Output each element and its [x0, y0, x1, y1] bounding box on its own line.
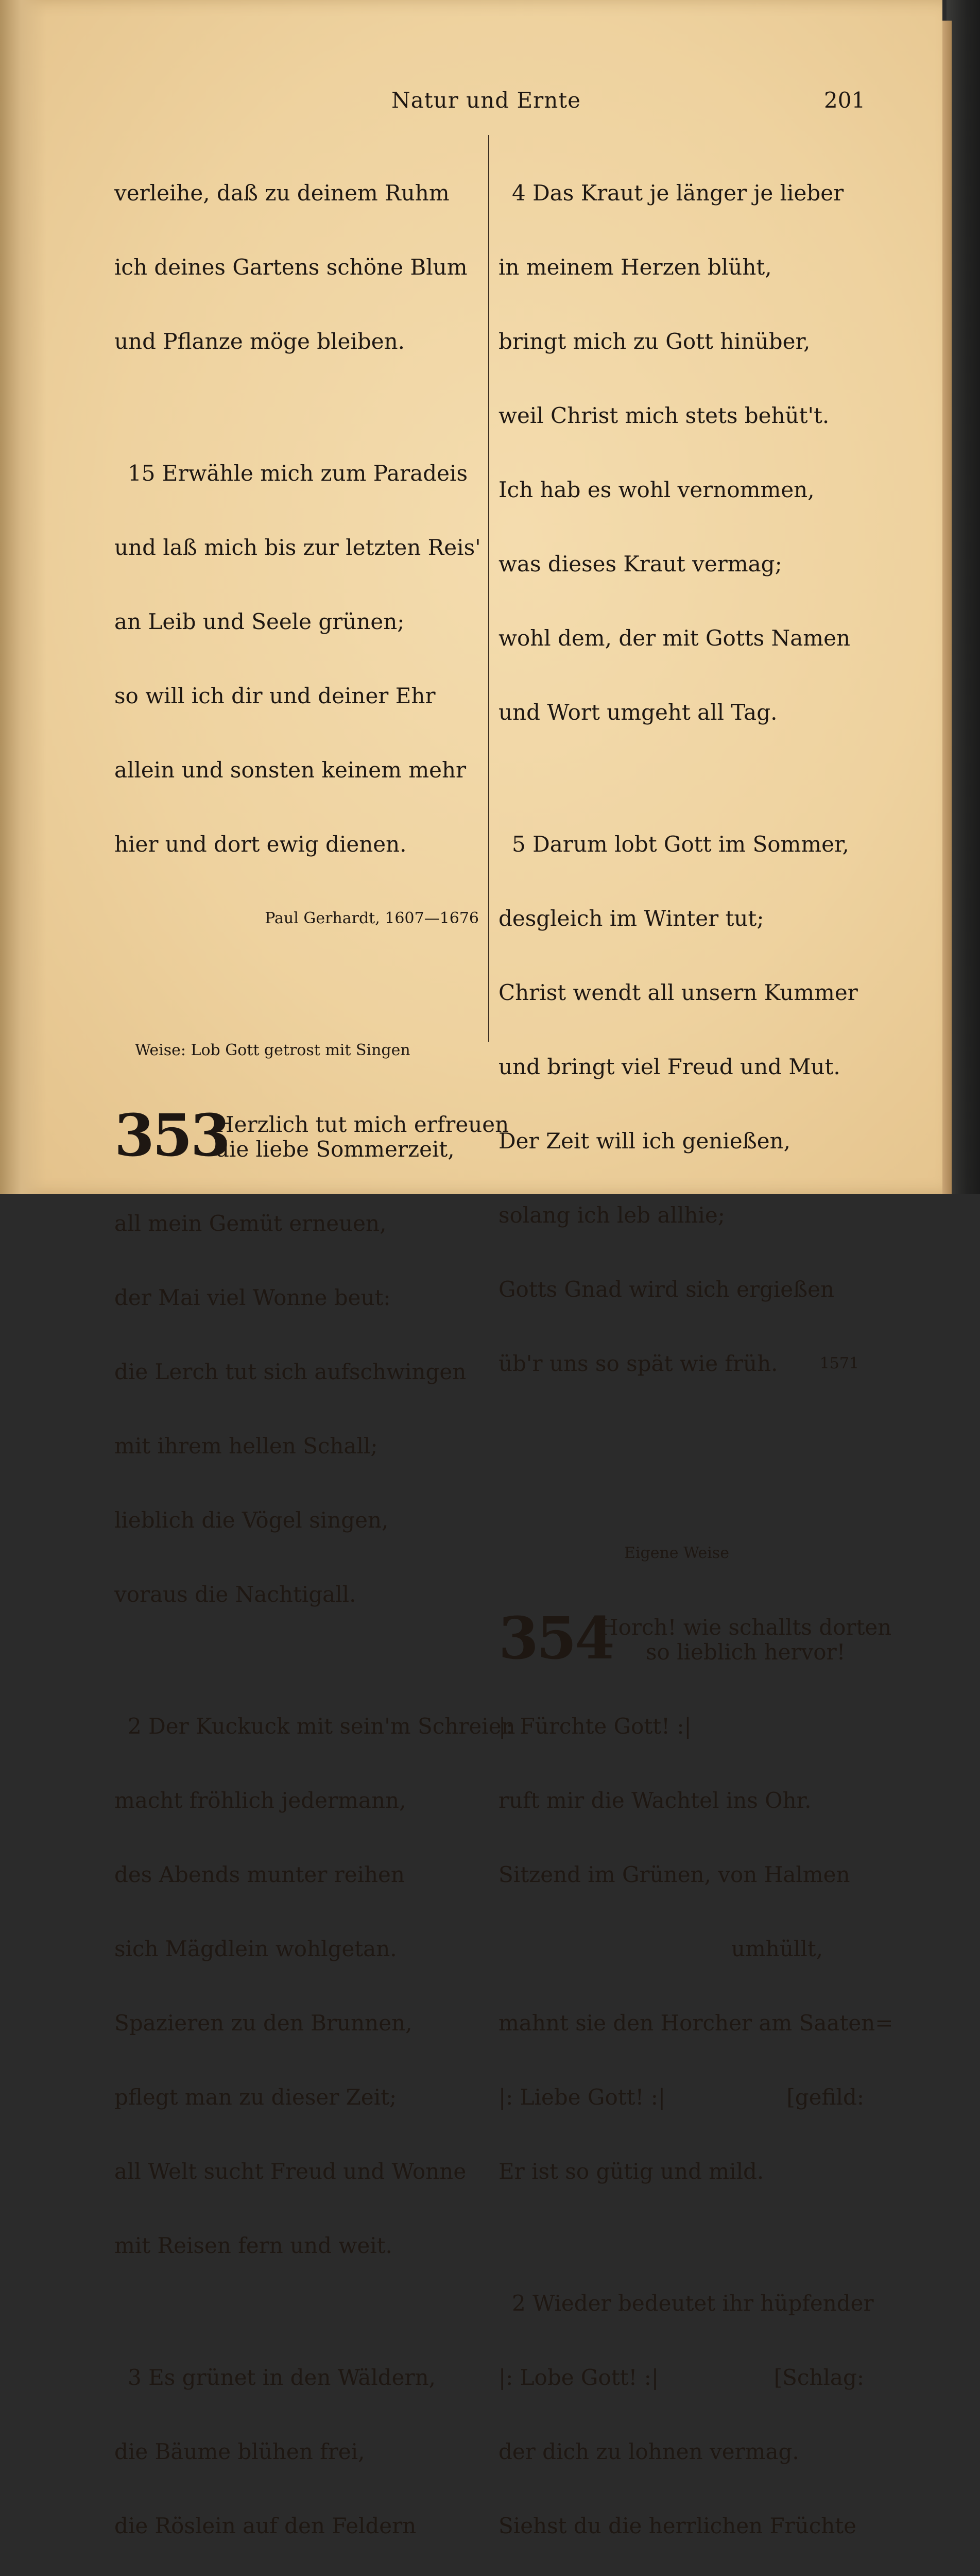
verse-line: und laß mich bis zur letzten Reis' — [114, 535, 481, 560]
verse-line: bringt mich zu Gott hinüber, — [498, 329, 811, 354]
verse-line: solang ich leb allhie; — [498, 1202, 725, 1228]
year-label: 1571 — [819, 1354, 859, 1372]
verse-line: Herzlich tut mich erfreuen — [215, 1112, 509, 1137]
verse-line: umhüllt, — [731, 1936, 823, 1961]
right-column — [498, 131, 893, 2576]
verse-line: voraus die Nachtigall. — [114, 1582, 356, 1607]
hymn-header — [114, 1102, 509, 1170]
column-divider — [488, 135, 489, 1042]
verse-line: und bringt viel Freud und Mut. — [498, 1054, 840, 1079]
tune-label: Eigene Weise — [624, 1544, 729, 1562]
verse-line: weil Christ mich stets behüt't. — [498, 403, 830, 428]
verse-line: die liebe Sommerzeit, — [215, 1137, 455, 1162]
verse-line: Spazieren zu den Brunnen, — [114, 2010, 412, 2036]
verse-line: verleihe, daß zu deinem Ruhm — [114, 180, 450, 206]
verse-line: der dich zu lohnen vermag. — [498, 2439, 799, 2464]
hymn-header — [498, 1605, 892, 1672]
tune-label: Weise: Lob Gott getrost mit Singen — [135, 1041, 410, 1059]
verse-line: |: Lobe Gott! :| — [498, 2365, 659, 2390]
verse-line: mit ihrem hellen Schall; — [114, 1433, 378, 1459]
verse-line: Sitzend im Grünen, von Halmen — [498, 1862, 850, 1887]
verse-line: allein und sonsten keinem mehr — [114, 757, 467, 783]
verse-line: 2 Der Kuckuck mit sein'm Schreien — [128, 1714, 515, 1739]
verse-line: lieblich die Vögel singen, — [114, 1507, 389, 1533]
verse-line: Gotts Gnad wird sich ergießen — [498, 1277, 835, 1302]
verse-line: desgleich im Winter tut; — [498, 906, 764, 931]
verse-line: 5 Darum lobt Gott im Sommer, — [512, 832, 849, 857]
verse-line: die Röslein auf den Feldern — [114, 2513, 417, 2538]
verse-line: all mein Gemüt erneuen, — [114, 1211, 387, 1236]
verse-line-overflow: [gefild: — [786, 2084, 864, 2110]
verse-line: mit Reisen fern und weit. — [114, 2233, 392, 2258]
verse-line: die Bäume blühen frei, — [114, 2439, 365, 2464]
verse-line: macht fröhlich jedermann, — [114, 1788, 406, 1813]
verse-line: ruft mir die Wachtel ins Ohr. — [498, 1788, 812, 1813]
verse-line-pair — [498, 2085, 864, 2110]
verse-line: in meinem Herzen blüht, — [498, 255, 772, 280]
verse-line: Ich hab es wohl vernommen, — [498, 477, 815, 502]
hymn-number: 354 — [498, 1605, 613, 1672]
verse-line: was dieses Kraut vermag; — [498, 551, 782, 577]
running-title: Natur und Ernte — [391, 88, 581, 113]
left-column — [114, 131, 515, 2576]
verse-line: |: Liebe Gott! :| — [498, 2084, 666, 2110]
hymn-number: 353 — [114, 1102, 229, 1170]
verse-line: pflegt man zu dieser Zeit; — [114, 2084, 397, 2110]
verse-line: üb'r uns so spät wie früh. — [498, 1351, 778, 1376]
verse-line: 3 Es grünet in den Wäldern, — [128, 2365, 436, 2390]
verse-line-with-year — [498, 1351, 864, 1376]
verse-line: Christ wendt all unsern Kummer — [498, 980, 858, 1005]
verse-line: mahnt sie den Horcher am Saaten= — [498, 2010, 893, 2036]
verse-line: |: Fürchte Gott! :| — [498, 1714, 692, 1739]
verse-line: 2 Wieder bedeutet ihr hüpfender — [512, 2291, 874, 2316]
hymn-first-lines — [599, 1615, 891, 1665]
verse-line: so lieblich hervor! — [646, 1639, 846, 1665]
verse-line-pair — [498, 2365, 864, 2390]
verse-line: die Lerch tut sich aufschwingen — [114, 1359, 467, 1384]
verse-line: ich deines Gartens schöne Blum — [114, 255, 468, 280]
verse-line: an Leib und Seele grünen; — [114, 609, 405, 634]
verse-line: Der Zeit will ich genießen, — [498, 1128, 790, 1154]
hymn-first-lines — [215, 1112, 509, 1162]
verse-line: der Mai viel Wonne beut: — [114, 1285, 391, 1310]
author-credit: Paul Gerhardt, 1607—1676 — [265, 909, 479, 927]
verse-line: 15 Erwähle mich zum Paradeis — [128, 461, 468, 486]
verse-line: des Abends munter reihen — [114, 1862, 405, 1887]
verse-line: wohl dem, der mit Gotts Namen — [498, 625, 851, 651]
verse-line: sich Mägdlein wohlgetan. — [114, 1936, 397, 1961]
verse-line: Horch! wie schallts dorten — [599, 1615, 892, 1640]
verse-line: hier und dort ewig dienen. — [114, 832, 407, 857]
verse-line-overflow: [Schlag: — [773, 2365, 864, 2390]
verse-line: all Welt sucht Freud und Wonne — [114, 2159, 467, 2184]
verse-line: so will ich dir und deiner Ehr — [114, 683, 436, 708]
verse-line: 4 Das Kraut je länger je lieber — [512, 180, 844, 206]
verse-line: und Wort umgeht all Tag. — [498, 700, 778, 725]
page-gutter — [0, 0, 46, 1194]
verse-line: und Pflanze möge bleiben. — [114, 329, 405, 354]
verse-line: Er ist so gütig und mild. — [498, 2159, 764, 2184]
page-number: 201 — [824, 88, 866, 113]
verse-line: Siehst du die herrlichen Früchte — [498, 2513, 857, 2538]
